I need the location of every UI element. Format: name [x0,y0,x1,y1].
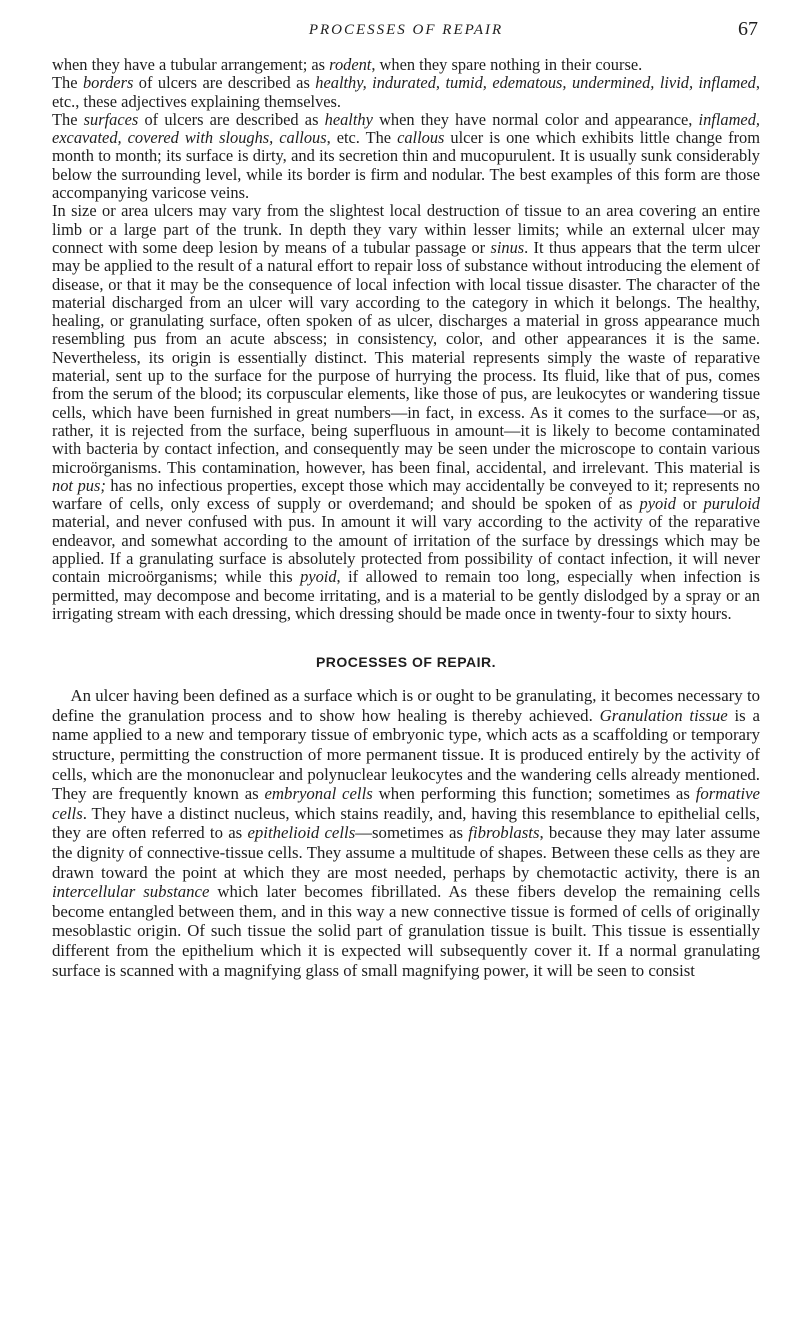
text-run: . They have a distinct nucleus, which stains readily, and, having this resemblance to epithelial cells, they are often referred to as [52,803,760,843]
text-run: is a name applied to a new and temporary tissue of embryonic type, which acts as a scaffolding or temporary structure, permitting the construction of more permanent tissue. It is produced entirely by the activity of cells, which are the mononuclear and polynuclear leukocytes and the wandering cells already mentioned. They are frequently known as [52,705,760,804]
text-run: —sometimes as [355,823,469,843]
paragraph-size [52,202,760,623]
text-run: , when they spare nothing in their course. [371,55,643,74]
italic-term: pyoid [639,494,676,514]
italic-term: healthy [324,109,373,129]
italic-term: puruloid [703,494,760,514]
paragraph-surfaces [52,111,760,202]
text-run: In size or area ulcers may vary from the slightest local destruction of tissue to an area covering an entire limb or a large part of the trunk. In depth they vary within lesser limits; while an external ulcer may connect with some deep lesion by means of a tubular passage or [52,201,760,257]
running-title: PROCESSES OF REPAIR [308,22,504,38]
text-run: or [675,494,704,514]
italic-term: not pus; [52,475,106,495]
italic-term: intercellular substance [52,882,210,902]
section-text [52,686,760,980]
text-run: ulcer is one which exhibits little change from month to month; its surface is dirty, and its secretion thin and mucopurulent. It is usually sunk considerably below the surrounding level, while its border is firm and nodular. The best examples of this form are those accompanying varicose veins. [52,128,760,203]
text-run: when they have normal color and appearance, [372,109,699,129]
italic-term: rodent [329,55,372,74]
italic-term: surfaces [83,109,139,129]
text-run: An ulcer having been defined as a surface which is or ought to be granulating, it becomes necessary to define the granulation process and to show how healing is thereby achieved. [52,686,760,725]
italic-term: callous [397,128,445,148]
paragraph-continued [52,56,760,74]
running-head [52,0,760,56]
italic-term: borders [82,73,134,93]
paragraph-granulation [52,686,760,980]
section-heading: PROCESSES OF REPAIR. [315,654,497,671]
text-run: , if allowed to remain too long, especially when infection is permitted, may decompose and become irritating, and is a material to be gently dislodged by a spray or an irrigating stream with each dressing, which dressing should be made once in twenty-four to sixty hours. [52,567,760,623]
text-run: of ulcers are described as [138,109,325,129]
text-run: , etc., these adjectives explaining themselves. [52,73,760,111]
italic-term: pyoid [300,567,337,587]
text-run: The [52,73,83,93]
body-text [52,56,760,623]
text-run: when performing this function; sometimes as [372,784,696,804]
text-run: . It thus appears that the term ulcer may be applied to the result of a natural effort to repair loss of substance without introducing the element of disease, or that it may be the consequence of local infection with local tissue disaster. The character of the material discharged from an ulcer will vary according to the category in which it belongs. The healthy, healing, or granulating surface, often spoken of as ulcer, discharges a material in gross appearance much resembling pus from an acute abscess; in consistency, color, and other appearances it is the same. Nevertheless, its origin is essentially distinct. This material represents simply the waste of reparative material, sent up to the surface for the purpose of hurrying the process. Its fluid, like that of pus, comes from the serum of the blood; its corpuscular elements, like those of pus, are leukocytes or wandering tissue cells, which have been furnished in great numbers—in fact, in excess. As it comes to the surface—or as, rather, it is rejected from the surface, being superfluous in amount—it is likely to become contaminated with bacteria by contact infection, and consequently may be seen under the microscope to contain various microörganisms. This contamination, however, has been final, accidental, and irrelevant. This material is [52,237,760,477]
italic-term: inflamed, excavated, covered with sloughs, callous [52,109,760,148]
italic-term: formative cells [52,784,761,823]
italic-term: Granulation tissue [599,705,728,725]
text-run: of ulcers are described as [133,73,316,93]
text-run: , because they may later assume the dignity of connective-tissue cells. They assume a multitude of shapes. Between these cells as they are drawn toward the point at which they are most needed, perhaps by chemotactic activity, there is an [52,823,761,882]
text-run: The [52,109,84,129]
italic-term: healthy, indurated, tumid, edematous, undermined, livid, inflamed [315,73,756,93]
italic-term: embryonal cells [264,784,373,804]
text-run: when they have a tubular arrangement; as [52,55,330,74]
paragraph-borders [52,74,760,111]
text-run: , etc. The [326,128,398,148]
italic-term: sinus [490,237,525,257]
text-run: which later becomes fibrillated. As these fibers develop the remaining cells become entangled between them, and in this way a new connective tissue is formed of cells of originally mesoblastic origin. Of such tissue the solid part of granulation tissue is built. This tissue is essentially different from the epithelium which it is expected will subsequently cover it. If a normal granulating surface is scanned with a magnifying glass of small magnifying power, it will be seen to consist [52,882,760,980]
italic-term: epithelioid cells [247,823,356,843]
text-run: material, and never confused with pus. In amount it will vary according to the activity of the reparative endeavor, and somewhat according to the amount of irritation of the surface by dressings which may be applied. If a granulating surface is absolutely protected from possibility of contact infection, it will never contain microörganisms; while this [52,512,760,587]
page-number: 67 [738,18,758,40]
italic-term: fibroblasts [468,823,540,843]
text-run: has no infectious properties, except those which may accidentally be conveyed to it; represents no warfare of cells, only excess of supply or overdemand; and should be spoken of as [52,475,760,514]
